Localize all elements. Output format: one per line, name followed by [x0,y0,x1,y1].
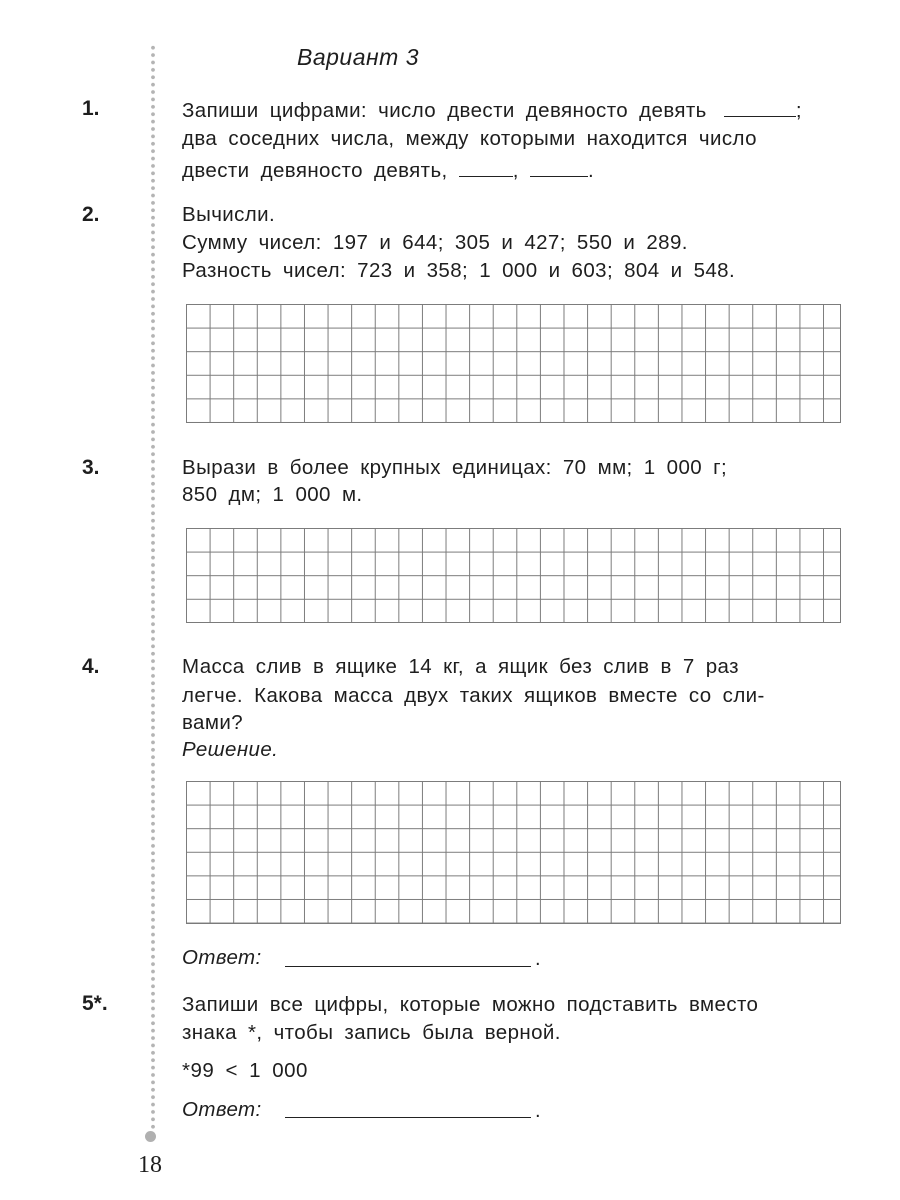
task-2-number: 2. [82,203,100,226]
task-2-line-2: Сумму чисел: 197 и 644; 305 и 427; 550 и 289. [182,231,688,254]
task-1-blank-1[interactable] [724,98,796,117]
task-4-number: 4. [82,655,100,678]
task-3-number: 3. [82,456,100,479]
task-4-answer-label: Ответ: [182,946,262,969]
task-5-expression: *99 < 1 000 [182,1059,308,1082]
task-5-number: 5*. [82,992,108,1015]
task-1-semicolon: ; [795,99,802,122]
task-5-answer-field[interactable] [285,1098,531,1118]
task-3-line-1: Вырази в более крупных единицах: 70 мм; 1 000 г; [182,456,728,479]
task-1-separator: , [512,159,519,182]
task-1-line-2: два соседних числа, между которыми находится число [182,127,757,150]
binding-dot-end [145,1131,156,1142]
task-5-answer-end: . [535,1100,541,1122]
task-2-line-1: Вычисли. [182,203,276,226]
task-1-line-3 [182,158,594,183]
task-1-end: . [587,159,595,182]
task-4-answer-field[interactable] [285,946,531,967]
task-1-number: 1. [82,97,100,120]
page-number: 18 [138,1152,162,1178]
binding-dots [150,44,156,1134]
task-2-line-3: Разность чисел: 723 и 358; 1 000 и 603; 804 и 548. [182,259,736,282]
task-3-grid[interactable] [186,528,841,623]
task-4-line-2: легче. Какова масса двух таких ящиков вместе со сли- [182,684,765,707]
task-5-answer-label: Ответ: [182,1098,262,1121]
task-2-grid[interactable] [186,304,841,423]
variant-title: Вариант 3 [297,44,420,70]
task-5-line-1: Запиши все цифры, которые можно подставить вместо [182,993,759,1016]
task-5-line-2: знака *, чтобы запись была верной. [182,1021,561,1044]
task-1-blank-3[interactable] [530,158,588,177]
task-3-line-2: 850 дм; 1 000 м. [182,483,363,506]
task-4-answer-end: . [535,948,541,970]
task-4-grid[interactable] [186,781,841,924]
task-1-line-1 [182,98,802,123]
task-1-text-1: Запиши цифрами: число двести девяносто девять [182,99,707,122]
task-1-text-3: двести девяносто девять, [182,159,448,182]
task-4-solution-label: Решение. [182,738,279,761]
task-1-blank-2[interactable] [459,158,513,177]
task-4-line-1: Масса слив в ящике 14 кг, а ящик без слив в 7 раз [182,655,739,678]
task-4-line-3: вами? [182,711,244,734]
